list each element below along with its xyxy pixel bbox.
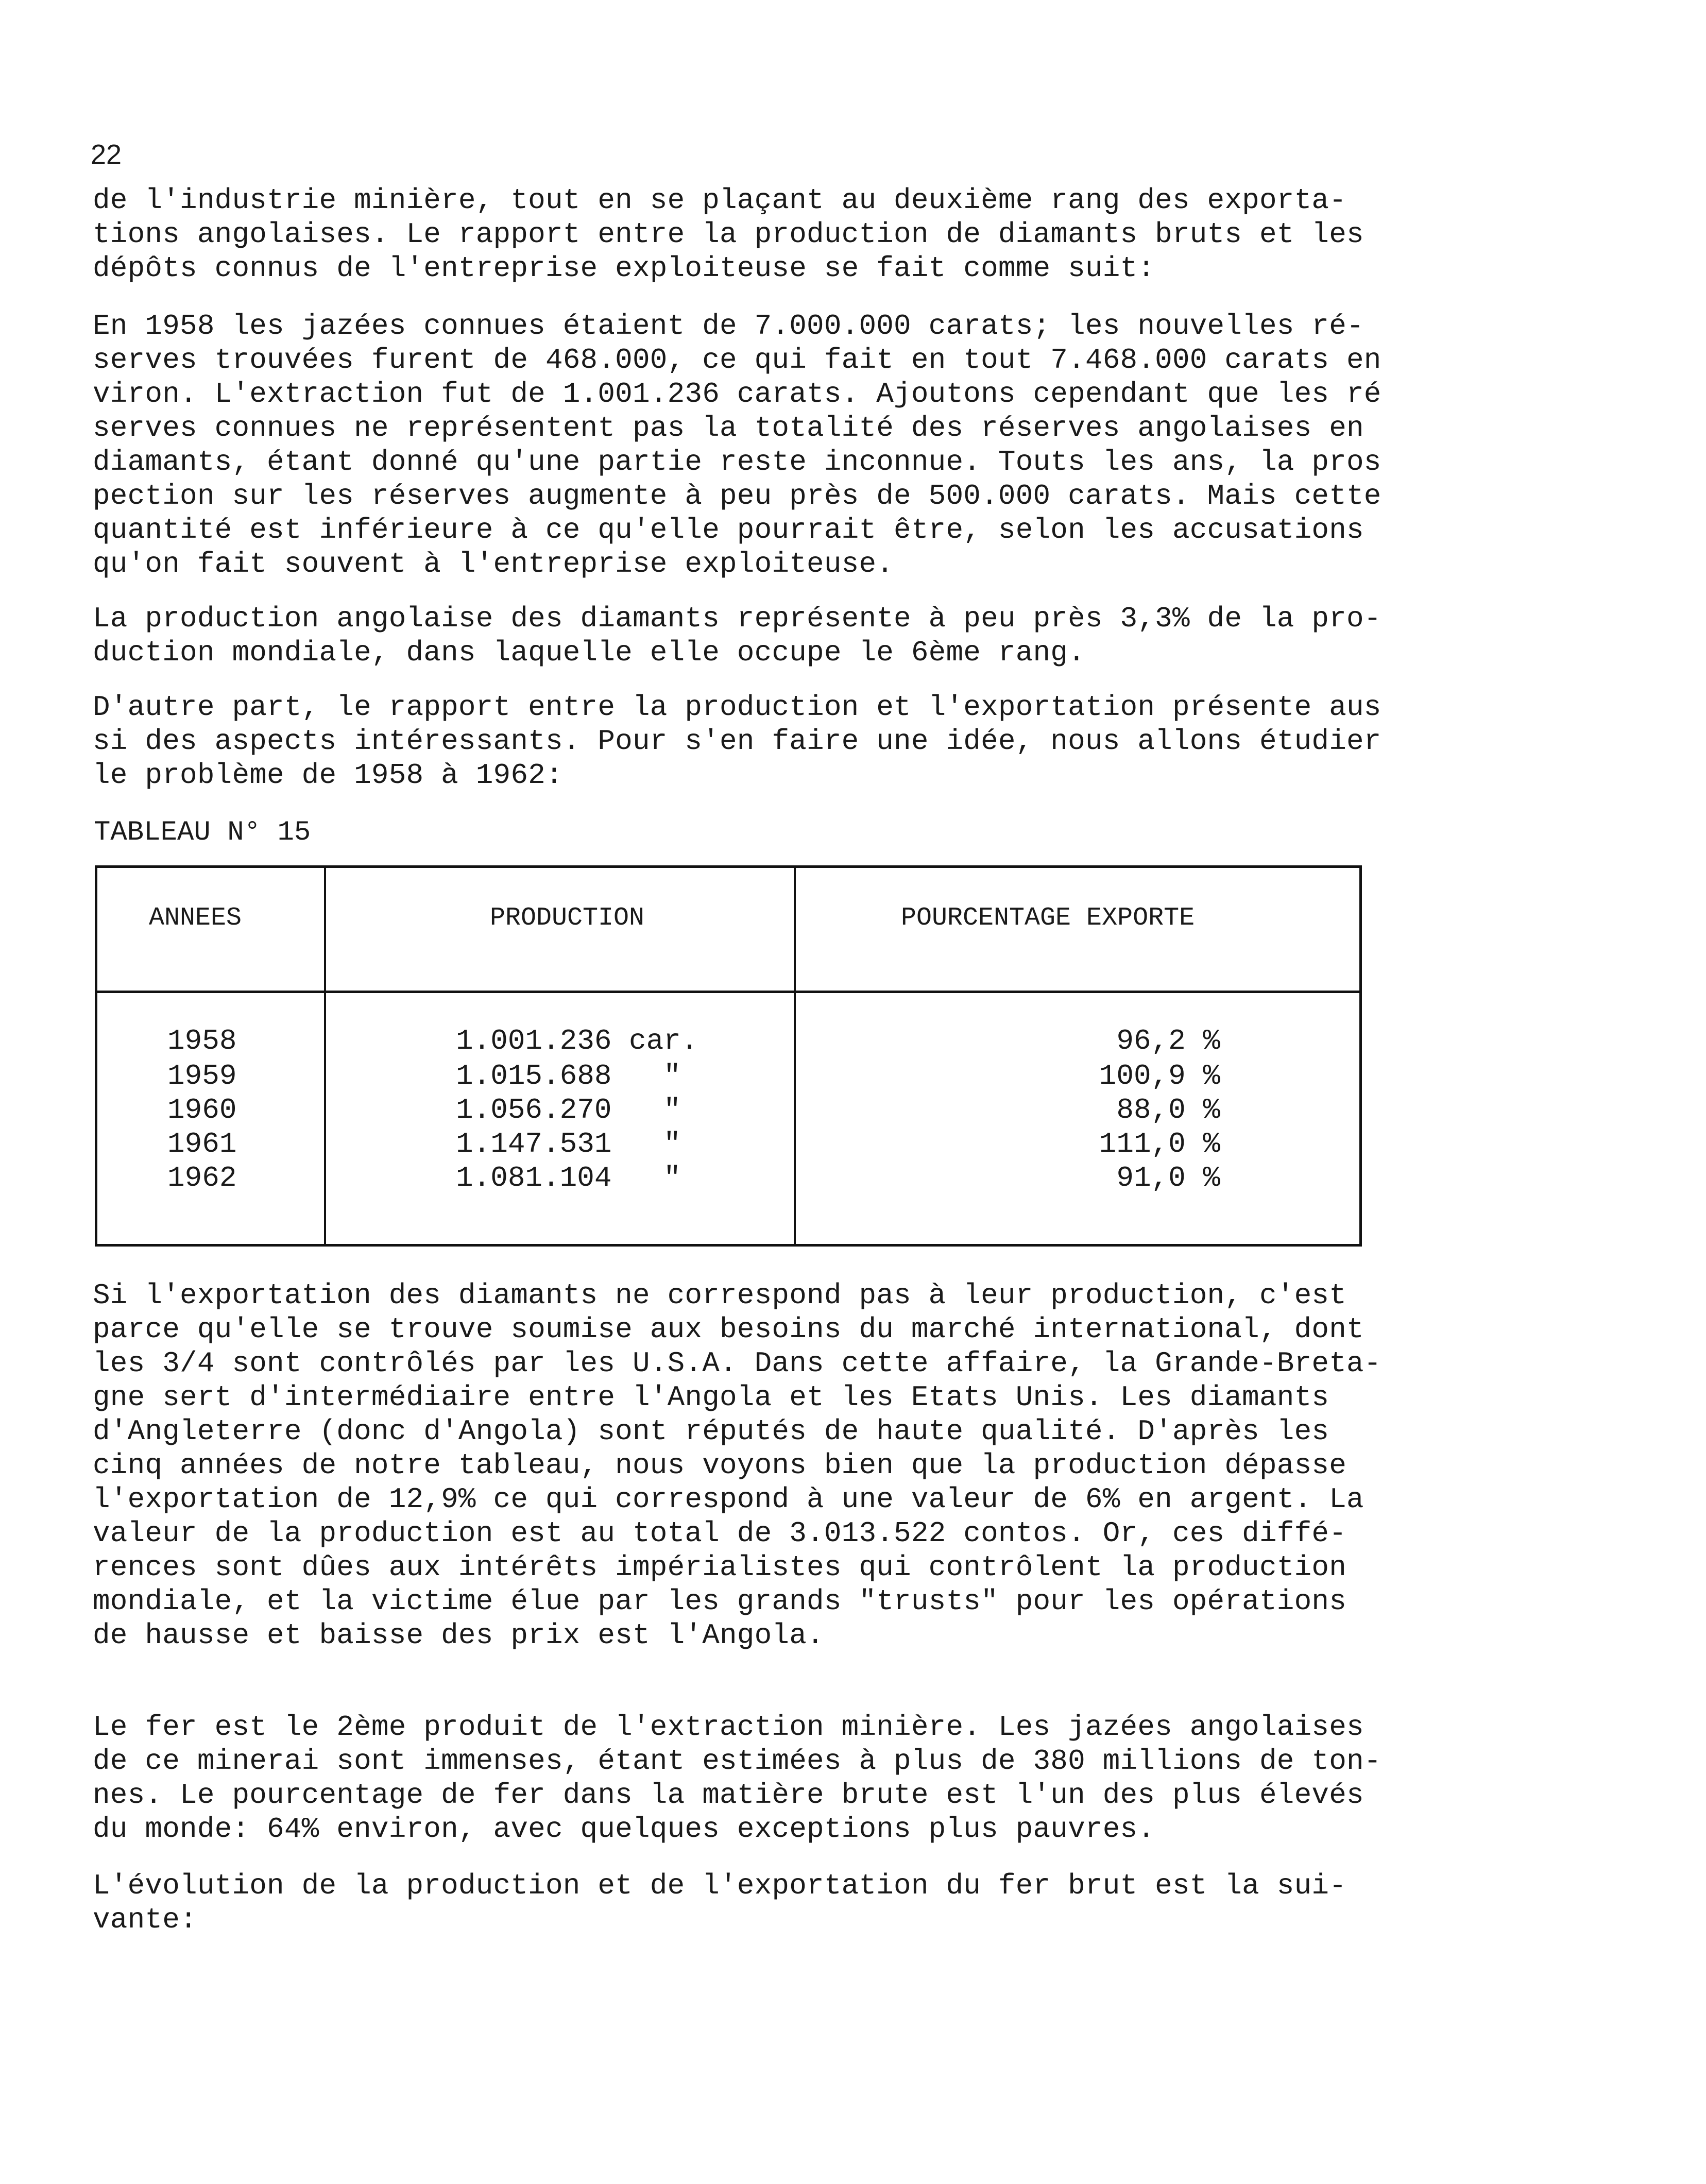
- text-line: rences sont dûes aux intérêts impérialistes qui contrôlent la production: [93, 1551, 1346, 1584]
- text-line: les 3/4 sont contrôlés par les U.S.A. Dans cette affaire, la Grande-Breta-: [93, 1347, 1381, 1380]
- text-line: le problème de 1958 à 1962:: [93, 759, 563, 792]
- cell-year: 1961: [167, 1128, 237, 1161]
- cell-year: 1962: [167, 1162, 237, 1195]
- cell-production: 1.001.236 car.: [456, 1025, 698, 1057]
- text-line: si des aspects intéressants. Pour s'en faire une idée, nous allons étudier: [93, 725, 1381, 758]
- text-line: nes. Le pourcentage de fer dans la matière brute est l'un des plus élevés: [93, 1779, 1364, 1812]
- text-line: l'exportation de 12,9% ce qui correspond à une valeur de 6% en argent. La: [93, 1483, 1364, 1516]
- text-line: La production angolaise des diamants représente à peu près 3,3% de la pro-: [93, 602, 1381, 635]
- table-row: [97, 1093, 1359, 1128]
- text-line: qu'on fait souvent à l'entreprise exploiteuse.: [93, 548, 894, 581]
- text-line: quantité est inférieure à ce qu'elle pourrait être, selon les accusations: [93, 514, 1364, 547]
- paragraph-iron: [93, 1710, 1381, 1846]
- text-line: de l'industrie minière, tout en se plaçant au deuxième rang des exporta-: [93, 184, 1346, 217]
- text-line: gne sert d'intermédiaire entre l'Angola et les Etats Unis. Les diamants: [93, 1381, 1329, 1414]
- cell-percent: 100,9 %: [1099, 1060, 1220, 1093]
- table-row: [97, 1023, 1359, 1059]
- paragraph-export-analysis: [93, 1278, 1381, 1652]
- paragraph-intro: [93, 183, 1364, 285]
- text-line: mondiale, et la victime élue par les grands "trusts" pour les opérations: [93, 1585, 1346, 1618]
- text-line: valeur de la production est au total de 3.013.522 contos. Or, ces diffé-: [93, 1517, 1346, 1550]
- cell-percent: 111,0 %: [1099, 1128, 1220, 1161]
- text-line: duction mondiale, dans laquelle elle occupe le 6ème rang.: [93, 636, 1085, 669]
- cell-production: 1.056.270 ": [456, 1094, 681, 1127]
- text-line: Le fer est le 2ème produit de l'extraction minière. Les jazées angolaises: [93, 1711, 1364, 1744]
- page-number: 22: [91, 139, 122, 170]
- header-divider: [97, 991, 1359, 993]
- data-table: [95, 865, 1362, 1247]
- table-row: [97, 1059, 1359, 1094]
- text-line: En 1958 les jazées connues étaient de 7.000.000 carats; les nouvelles ré-: [93, 310, 1364, 343]
- cell-year: 1960: [167, 1094, 237, 1127]
- cell-percent: 88,0 %: [1116, 1094, 1220, 1127]
- table-row: [97, 1161, 1359, 1196]
- paragraph-export-intro: [93, 690, 1381, 792]
- cell-production: 1.015.688 ": [456, 1060, 681, 1093]
- text-line: cinq années de notre tableau, nous voyons bien que la production dépasse: [93, 1449, 1346, 1482]
- cell-percent: 96,2 %: [1116, 1025, 1220, 1057]
- paragraph-reserves: [93, 309, 1381, 581]
- text-line: de ce minerai sont immenses, étant estimées à plus de 380 millions de ton-: [93, 1745, 1381, 1778]
- text-line: parce qu'elle se trouve soumise aux besoins du marché international, dont: [93, 1313, 1364, 1346]
- cell-percent: 91,0 %: [1116, 1162, 1220, 1195]
- table-caption: TABLEAU N° 15: [94, 817, 311, 848]
- text-line: du monde: 64% environ, avec quelques exceptions plus pauvres.: [93, 1813, 1155, 1846]
- text-line: Si l'exportation des diamants ne correspond pas à leur production, c'est: [93, 1279, 1346, 1312]
- text-line: tions angolaises. Le rapport entre la production de diamants bruts et les: [93, 218, 1364, 251]
- table-row: [97, 1127, 1359, 1162]
- text-line: vante:: [93, 1903, 197, 1936]
- column-header-percent-exported: POURCENTAGE EXPORTE: [901, 903, 1195, 933]
- cell-year: 1958: [167, 1025, 237, 1057]
- column-header-years: ANNEES: [149, 903, 242, 933]
- text-line: D'autre part, le rapport entre la production et l'exportation présente aus: [93, 691, 1381, 724]
- paragraph-iron-evolution: [93, 1869, 1346, 1937]
- paragraph-world-share: [93, 602, 1381, 670]
- text-line: pection sur les réserves augmente à peu près de 500.000 carats. Mais cette: [93, 480, 1381, 513]
- text-line: serves connues ne représentent pas la totalité des réserves angolaises en: [93, 412, 1364, 445]
- text-line: de hausse et baisse des prix est l'Angola.: [93, 1619, 824, 1652]
- text-line: serves trouvées furent de 468.000, ce qui fait en tout 7.468.000 carats en: [93, 344, 1381, 377]
- text-line: d'Angleterre (donc d'Angola) sont réputés de haute qualité. D'après les: [93, 1415, 1329, 1448]
- text-line: dépôts connus de l'entreprise exploiteuse se fait comme suit:: [93, 252, 1155, 285]
- text-line: diamants, étant donné qu'une partie reste inconnue. Touts les ans, la pros: [93, 446, 1381, 479]
- cell-production: 1.147.531 ": [456, 1128, 681, 1161]
- text-line: L'évolution de la production et de l'exportation du fer brut est la sui-: [93, 1869, 1346, 1902]
- column-header-production: PRODUCTION: [490, 903, 645, 933]
- text-line: viron. L'extraction fut de 1.001.236 carats. Ajoutons cependant que les ré: [93, 378, 1381, 411]
- cell-production: 1.081.104 ": [456, 1162, 681, 1195]
- cell-year: 1959: [167, 1060, 237, 1093]
